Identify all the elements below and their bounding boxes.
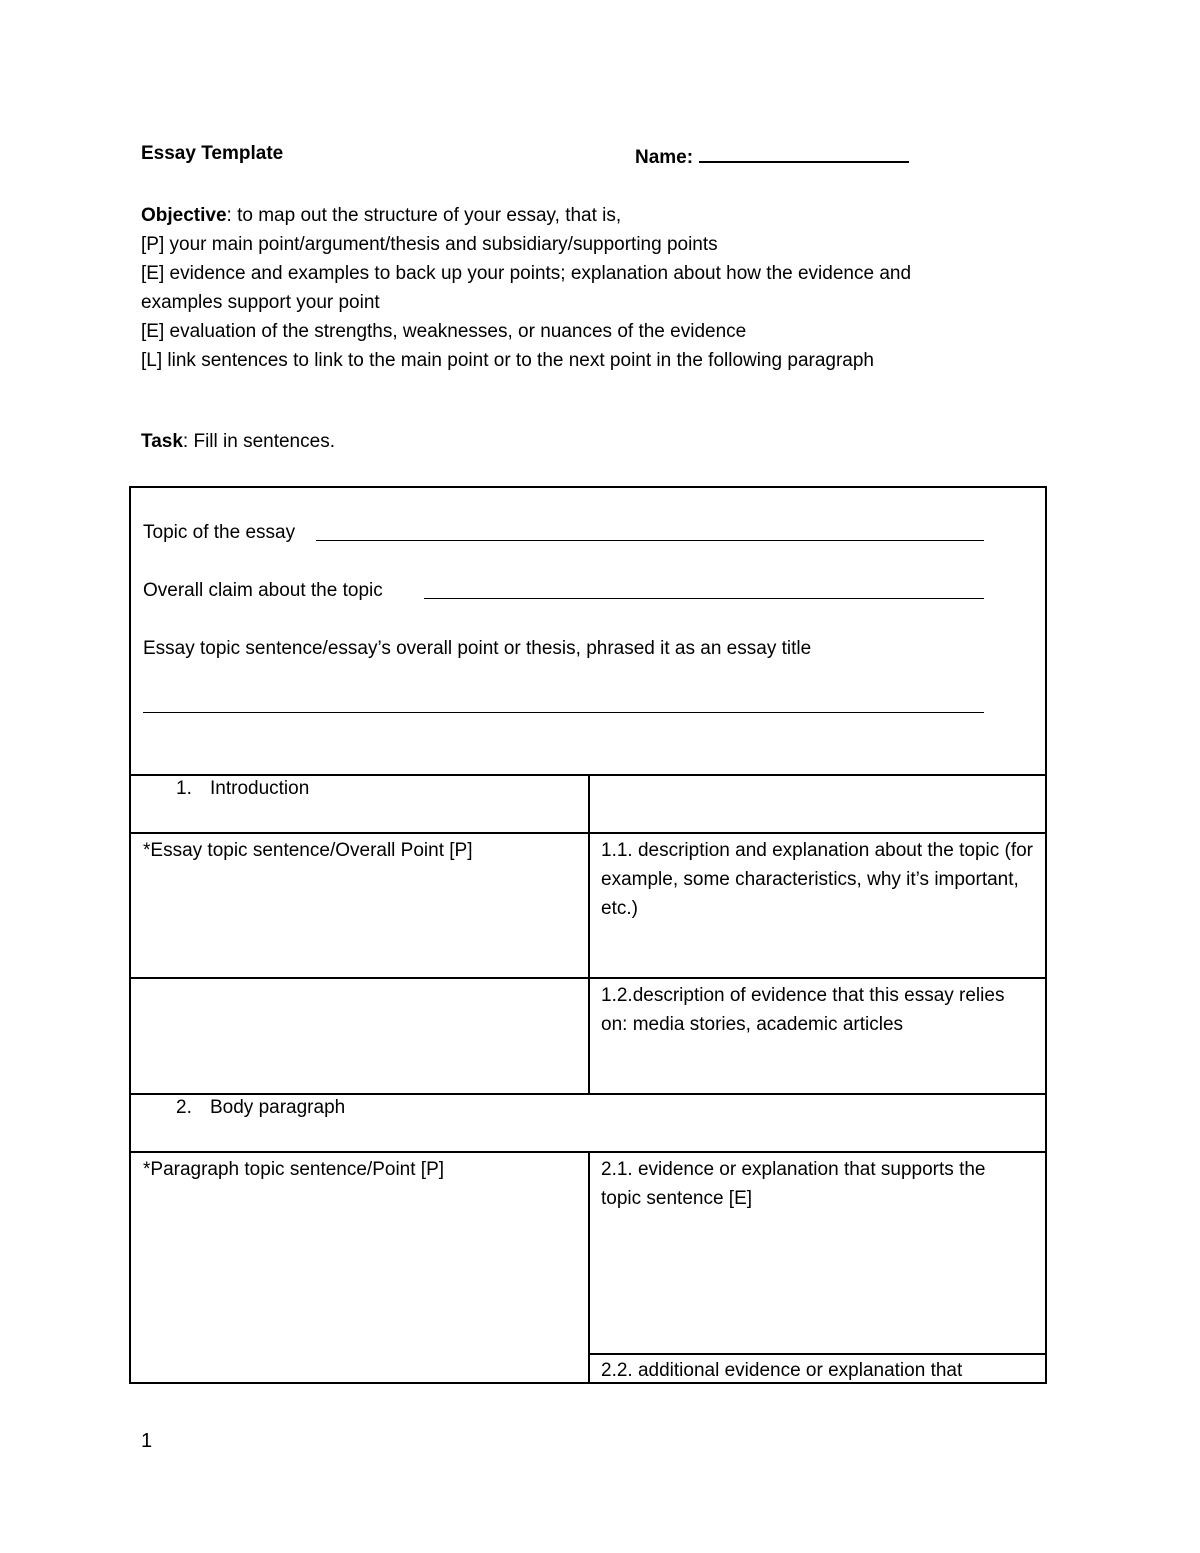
body-item-2-1-cell[interactable] [601, 1155, 1021, 1213]
intro-point-prompt: *Essay topic sentence/Overall Point [P] [143, 840, 473, 861]
essay-form-table [129, 486, 1047, 1384]
section-body-heading [176, 1097, 345, 1119]
topic-input-line[interactable] [316, 540, 984, 541]
topic-label: Topic of the essay [143, 522, 296, 543]
task-label: Task [141, 431, 183, 452]
objective-line-l: [L] link sentences to link to the main point or to the next point in the following paragraph [141, 350, 875, 371]
intro-item-1-1: 1.1. description and explanation about the topic (for example, some characteristics, why it’s important, etc.) [601, 840, 1034, 919]
intro-item-1-2: 1.2.description of evidence that this essay relies on: media stories, academic articles [601, 985, 1005, 1035]
column-divider [588, 774, 590, 1094]
objective-intro-line [141, 201, 1041, 230]
intro-item-1-1-cell[interactable] [601, 836, 1041, 923]
column-divider [588, 1151, 590, 1384]
row-divider [589, 1353, 1045, 1355]
objective-label: Objective [141, 205, 227, 226]
page-number: 1 [141, 1430, 153, 1452]
objective-line-p: [P] your main point/argument/thesis and subsidiary/supporting points [141, 234, 718, 255]
body-point-prompt: *Paragraph topic sentence/Point [P] [143, 1159, 445, 1180]
thesis-label: Essay topic sentence/essay’s overall point or thesis, phrased it as an essay title [143, 638, 812, 659]
intro-point-cell[interactable] [143, 836, 583, 865]
body-item-2-1: 2.1. evidence or explanation that supports the topic sentence [E] [601, 1159, 986, 1209]
body-item-2-2: 2.2. additional evidence or explanation that [601, 1360, 963, 1381]
thesis-row [143, 634, 1023, 664]
claim-input-line[interactable] [424, 598, 984, 599]
section-intro-heading [176, 778, 309, 800]
claim-label: Overall claim about the topic [143, 580, 383, 601]
name-field[interactable] [635, 143, 909, 169]
intro-empty-cell[interactable] [143, 981, 583, 1091]
body-point-cell[interactable] [143, 1155, 583, 1184]
section-intro-title: Introduction [210, 778, 310, 799]
topic-row [143, 518, 1003, 548]
name-label: Name: [635, 147, 694, 168]
objective-intro: : to map out the structure of your essay, that is, [226, 205, 622, 226]
body-item-2-2-cell[interactable] [601, 1356, 1041, 1383]
document-title: Essay Template [141, 143, 284, 164]
task-line [141, 431, 335, 453]
objective-line-e1: [E] evidence and examples to back up your points; explanation about how the evidence and [141, 263, 912, 284]
task-text: : Fill in sentences. [182, 431, 335, 452]
section-body-number: 2. [176, 1097, 192, 1118]
objective-line-e2: [E] evaluation of the strengths, weaknesses, or nuances of the evidence [141, 321, 747, 342]
intro-item-1-2-cell[interactable] [601, 981, 1031, 1039]
section-body-title: Body paragraph [210, 1097, 346, 1118]
objective-section [141, 201, 1041, 375]
thesis-input-line[interactable] [143, 712, 984, 713]
claim-row [143, 576, 1003, 606]
document-header [141, 143, 1001, 171]
section-intro-number: 1. [176, 778, 192, 799]
name-blank-line[interactable] [699, 143, 909, 163]
objective-line-e1-cont: examples support your point [141, 292, 380, 313]
